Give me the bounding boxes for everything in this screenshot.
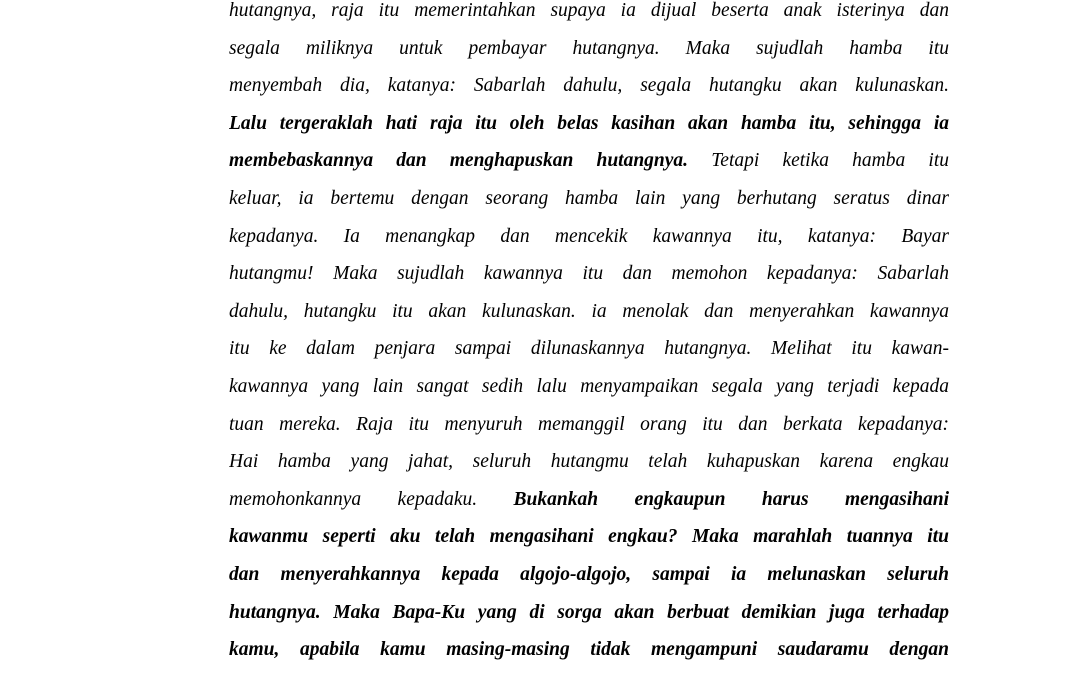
text-line <box>229 518 949 556</box>
text-line <box>229 255 949 293</box>
bold-text-segment: hutangnya. Maka Bapa-Ku yang di sorga akan berbuat demikian juga terhadap <box>229 601 949 623</box>
text-line <box>229 105 949 143</box>
text-segment: dahulu, hutangku itu akan kulunaskan. ia menolak dan menyerahkan kawannya <box>229 300 949 322</box>
text-segment: itu ke dalam penjara sampai dilunaskannya hutangnya. Melihat itu kawan- <box>229 338 949 360</box>
text-segment: hutangnya, raja itu memerintahkan supaya ia dijual beserta anak isterinya dan <box>229 0 949 21</box>
text-line <box>229 631 949 669</box>
text-line <box>229 330 949 368</box>
text-line <box>229 481 949 519</box>
text-line <box>229 218 949 256</box>
bold-text-segment: Lalu tergeraklah hati raja itu oleh belas kasihan akan hamba itu, sehingga ia <box>229 112 949 134</box>
text-line <box>229 368 949 406</box>
text-line <box>229 30 949 68</box>
text-line <box>229 406 949 444</box>
text-segment: keluar, ia bertemu dengan seorang hamba lain yang berhutang seratus dinar <box>229 187 949 209</box>
text-segment: kawannya yang lain sangat sedih lalu menyampaikan segala yang terjadi kepada <box>229 375 949 397</box>
text-segment: Hai hamba yang jahat, seluruh hutangmu telah kuhapuskan karena engkau <box>229 451 949 473</box>
text-segment: tuan mereka. Raja itu menyuruh memanggil orang itu dan berkata kepadanya: <box>229 413 949 435</box>
text-line <box>229 180 949 218</box>
text-segment: Tetapi ketika hamba itu <box>688 150 949 172</box>
text-line <box>229 293 949 331</box>
bold-text-segment: Bukankah engkaupun harus mengasihani <box>513 488 949 510</box>
text-segment: memohonkannya kepadaku. <box>229 488 514 510</box>
text-line <box>229 67 949 105</box>
text-line <box>229 443 949 481</box>
text-segment: menyembah dia, katanya: Sabarlah dahulu, segala hutangku akan kulunaskan. <box>229 75 949 97</box>
text-line <box>229 142 949 180</box>
text-line <box>229 594 949 632</box>
bold-text-segment: dan menyerahkannya kepada algojo-algojo, sampai ia melunaskan seluruh <box>229 563 949 585</box>
text-line <box>229 556 949 594</box>
bold-text-segment: kamu, apabila kamu masing-masing tidak mengampuni saudaramu dengan <box>229 639 949 661</box>
document-body <box>229 0 949 669</box>
bold-text-segment: membebaskannya dan menghapuskan hutangnya. <box>229 150 689 172</box>
text-segment: kepadanya. Ia menangkap dan mencekik kawannya itu, katanya: Bayar <box>229 225 949 247</box>
text-line <box>229 0 949 30</box>
text-segment: segala miliknya untuk pembayar hutangnya. Maka sujudlah hamba itu <box>229 37 949 59</box>
bold-text-segment: kawanmu seperti aku telah mengasihani engkau? Maka marahlah tuannya itu <box>229 526 949 548</box>
text-segment: hutangmu! Maka sujudlah kawannya itu dan memohon kepadanya: Sabarlah <box>229 263 949 285</box>
